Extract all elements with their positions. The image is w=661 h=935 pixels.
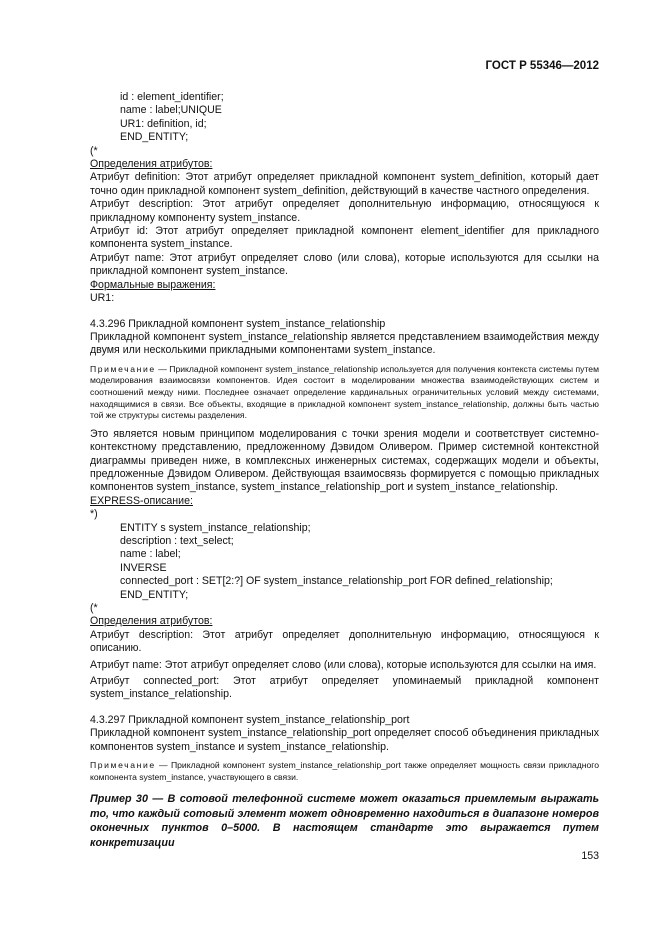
spacer <box>90 306 599 318</box>
section-title-296: 4.3.296 Прикладной компонент system_instance_relationship <box>90 317 386 330</box>
page-number: 153 <box>581 850 599 862</box>
attr-description: Атрибут description: Этот атрибут определяет дополнительную информацию, относящуюся к описанию. <box>90 628 599 655</box>
attr-name: Атрибут name: Этот атрибут определяет слово (или слова), которые используются для ссылки на имя. <box>90 658 597 671</box>
code-line: connected_port : SET[2:?] OF system_instance_relationship_port FOR defined_relationship; <box>120 575 553 588</box>
code-block-1 <box>90 91 599 145</box>
spacer <box>90 783 599 792</box>
formal-rule: UR1: <box>90 292 115 305</box>
section-title-297: 4.3.297 Прикладной компонент system_instance_relationship_port <box>90 713 410 726</box>
attr-connected-port: Атрибут connected_port: Этот атрибут определяет упоминаемый прикладной компонент system_instance_relationship. <box>90 675 599 701</box>
code-line: END_ENTITY; <box>120 131 189 144</box>
comment-open: (* <box>90 144 98 157</box>
comment-close: *) <box>90 508 98 521</box>
attr-definition: Атрибут definition: Этот атрибут определяет прикладной компонент system_definition, который дает точно один прикладной компонент system_definition, действующий в качестве частного определения. <box>90 171 599 197</box>
code-line: id : element_identifier; <box>120 91 224 103</box>
attr-id: Атрибут id: Этот атрибут определяет прикладной компонент element_identifier для прикладного компонента system_instance. <box>90 225 599 251</box>
note-label: Примечание <box>90 760 156 771</box>
code-line: ENTITY s system_instance_relationship; <box>120 521 311 534</box>
code-line: name : label; <box>120 548 181 561</box>
formal-heading: Формальные выражения: <box>90 278 216 291</box>
note-297 <box>90 760 599 783</box>
note-text: — Прикладной компонент system_instance_relationship_port также определяет мощность связи прикладного компонента system_instance, участвующего в связи. <box>90 760 599 782</box>
standard-header: ГОСТ Р 55346—2012 <box>485 60 599 72</box>
comment-open: (* <box>90 601 98 614</box>
example-30: Пример 30 — В сотовой телефонной системе может оказаться приемлемым выражать то, что каждый сотовый элемент может одновременно находиться в диапазоне номеров оконечных пунктов 0–5000. В настоящем стандарте это выражается путем конкретизации <box>90 793 599 849</box>
attr-heading: Определения атрибутов: <box>90 615 213 628</box>
code-block-2 <box>90 522 599 602</box>
page-content <box>90 91 599 851</box>
code-line: END_ENTITY; <box>120 588 189 601</box>
express-heading: EXPRESS-описание: <box>90 494 193 507</box>
section-intro-296: Прикладной компонент system_instance_relationship является представлением взаимодействия между двумя или несколькими прикладными компонентами system_instance. <box>90 330 599 357</box>
note-label: Примечание <box>90 363 156 374</box>
section-intro-297: Прикладной компонент system_instance_relationship_port определяет способ объединения прикладных компонентов system_instance и system_instance_relationship. <box>90 727 599 753</box>
code-line: INVERSE <box>120 561 167 574</box>
code-line: name : label;UNIQUE <box>120 104 222 117</box>
attr-heading: Определения атрибутов: <box>90 158 213 171</box>
note-text: — Прикладной компонент system_instance_relationship используется для получения контекста системы путем моделирования взаимосвязи компонентов. Идея состоит в моделировании множества взаимодействующих систем и соотношений между ними. Последнее означает определение кардинальных ограничительных условий между системами, находящимися в связи. Все объекты, входящие в прикладной компонент system_instance_relationship, должны быть частью той же структуры системы разделения. <box>90 363 599 421</box>
code-line: description : text_select; <box>120 534 234 547</box>
section-body-296: Это является новым принципом моделирования с точки зрения модели и соответствует системно-контекстному представлению, предложенному Дэвидом Оливером. Пример системной контекстной диаграммы приведен ниже, в комплексных инженерных системах, содержащих модели и объекты, предложенные Дэвидом Оливером. Действующая взаимосвязь формируется с помощью прикладных компонентов system_instance, system_instance_relationship_port и system_instance_relationship. <box>90 427 599 494</box>
spacer <box>90 702 599 714</box>
attr-name: Атрибут name: Этот атрибут определяет слово (или слова), которые используются для ссылки на прикладной компонент system_instance. <box>90 251 599 278</box>
code-line: UR1: definition, id; <box>120 117 207 130</box>
note-296 <box>90 364 599 422</box>
attr-description: Атрибут description: Этот атрибут определяет дополнительную информацию, относящуюся к прикладному компоненту system_instance. <box>90 198 599 224</box>
